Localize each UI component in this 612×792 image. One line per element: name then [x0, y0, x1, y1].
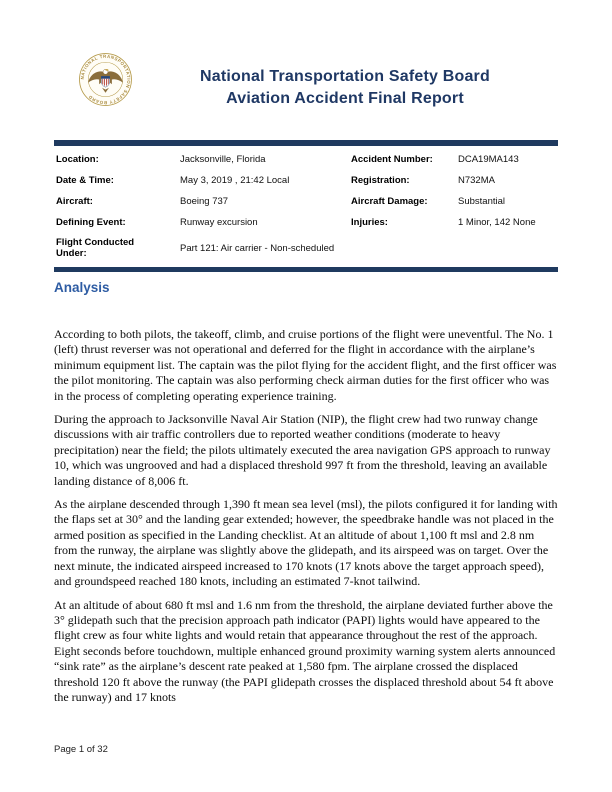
- date-time-value: May 3, 2019 , 21:42 Local: [180, 175, 290, 186]
- location-label: Location:: [56, 154, 99, 165]
- report-title-line2: Aviation Accident Final Report: [226, 90, 464, 107]
- analysis-paragraph: According to both pilots, the takeoff, climb, and cruise portions of the flight were uneventful. The No. 1 (left) thrust reverser was not operational and deferred for the flight in accordance with the airplane’s minimum equipment list. The captain was the pilot flying for the accident flight, and the first officer was the pilot monitoring. The captain was also performing check airman duties for the first officer who was in the process of completing operating experience training.: [54, 327, 557, 403]
- aircraft-damage-label: Aircraft Damage:: [351, 196, 428, 207]
- table-row: [54, 212, 558, 233]
- analysis-paragraph: At an altitude of about 680 ft msl and 1.6 nm from the threshold, the airplane deviated further above the 3° glidepath such that the precision approach path indicator (PAPI) lights would have appeared to the flight crew as four white lights and would retain that appearance throughout the rest of the approach. Eight seconds before touchdown, multiple enhanced ground proximity warning system alerts announced “sink rate” as the airplane’s descent rate peaked at 1,580 fpm. The airplane crossed the displaced threshold 120 ft above the runway (the PAPI glidepath crosses the displaced threshold about 54 ft above the runway) and 17 knots: [54, 597, 556, 704]
- injuries-value: 1 Minor, 142 None: [458, 217, 536, 228]
- registration-label: Registration:: [351, 175, 410, 186]
- seal-ring-text: NATIONAL TRANSPORTATION SAFETY BOARD: [79, 53, 132, 106]
- report-title-line1: National Transportation Safety Board: [200, 68, 490, 85]
- flight-conducted-under-value: Part 121: Air carrier - Non-scheduled: [180, 242, 335, 254]
- analysis-heading: Analysis: [54, 280, 110, 295]
- registration-value: N732MA: [458, 175, 495, 186]
- accident-number-value: DCA19MA143: [458, 154, 519, 165]
- table-bottom-rule: [54, 267, 558, 272]
- location-value: Jacksonville, Florida: [180, 154, 266, 165]
- analysis-paragraph: During the approach to Jacksonville Naval Air Station (NIP), the flight crew had two runway change discussions with air traffic controllers due to reported weather conditions (moderate to heavy precipitation) near the field; the pilots ultimately executed the area navigation GPS approach to runway 10, which was ungrooved and had a displaced threshold 997 ft from the threshold, leaving an available landing distance of 8,006 ft.: [54, 412, 551, 488]
- accident-number-label: Accident Number:: [351, 154, 433, 165]
- aircraft-damage-value: Substantial: [458, 196, 506, 207]
- table-row: [54, 149, 558, 170]
- aircraft-label: Aircraft:: [56, 196, 93, 207]
- injuries-label: Injuries:: [351, 217, 388, 228]
- table-row: [54, 191, 558, 212]
- aircraft-value: Boeing 737: [180, 196, 229, 207]
- table-row: [54, 170, 558, 191]
- table-row: [54, 233, 558, 263]
- date-time-label: Date & Time:: [56, 175, 114, 186]
- flight-conducted-under-label: Flight Conducted Under:: [56, 236, 135, 259]
- analysis-paragraph: As the airplane descended through 1,390 ft mean sea level (msl), the pilots configured it for landing with the flaps set at 30° and the landing gear extended; however, the speedbrake handle was not placed in the armed position as specified in the Landing checklist. At an altitude of about 1,100 ft msl and 2.8 nm from the runway, the airplane was slightly above the glidepath, and its airspeed was on target. Over the next minute, the indicated airspeed increased to 170 knots (17 knots above the target approach speed), and groundspeed reached 180 knots, including an estimated 7-knot tailwind.: [54, 497, 558, 589]
- ntsb-seal-icon: [79, 53, 132, 106]
- page-number: Page 1 of 32: [54, 744, 108, 755]
- analysis-body: [54, 327, 559, 713]
- defining-event-value: Runway excursion: [180, 217, 258, 228]
- report-title: [128, 66, 562, 110]
- defining-event-label: Defining Event:: [56, 217, 126, 228]
- accident-info-table: [54, 140, 558, 272]
